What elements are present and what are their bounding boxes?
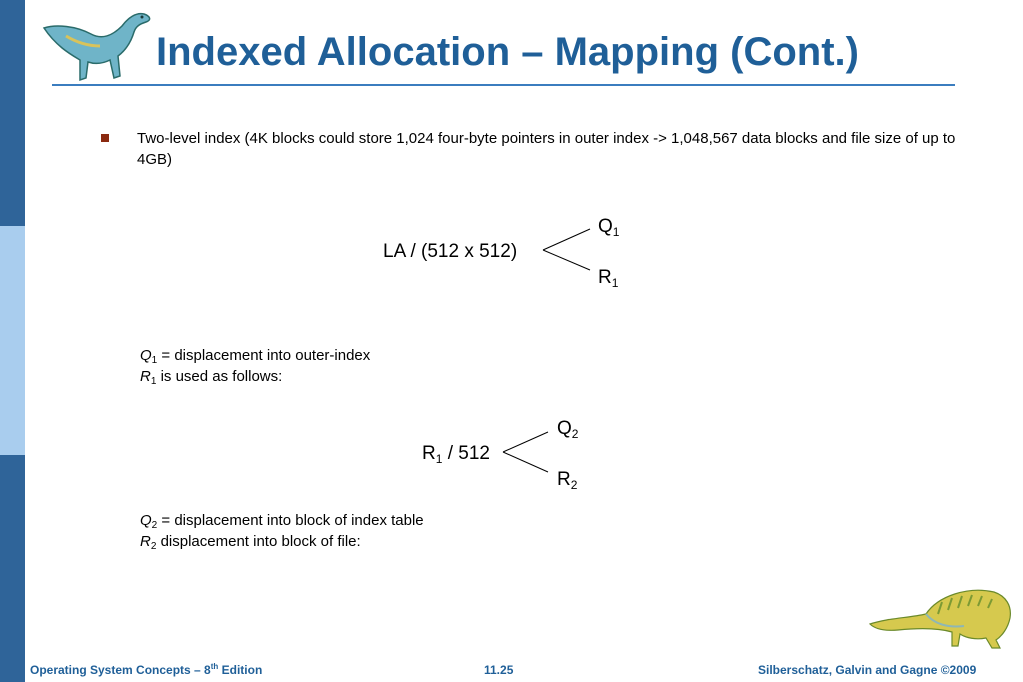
- note-var: Q: [140, 347, 152, 364]
- note-subscript: 2: [151, 520, 158, 531]
- branch-line-r2: [503, 452, 548, 472]
- expression-r1-div: [422, 443, 490, 465]
- note-var: Q: [140, 512, 152, 529]
- sidebar-band: [0, 0, 25, 682]
- remainder-r2: [557, 469, 577, 491]
- branch-line-q2: [503, 432, 548, 452]
- note-q2: [140, 512, 424, 529]
- remainder-r1: [598, 267, 618, 289]
- expression-la: LA / (512 x 512): [383, 241, 518, 262]
- note-q1: [140, 347, 370, 364]
- bullet-marker: [101, 134, 109, 142]
- expr-rest: / 512: [442, 443, 490, 464]
- dinosaur-skeleton-logo-icon: [868, 584, 1014, 650]
- note-subscript: 1: [150, 376, 157, 387]
- note-r2: [140, 533, 361, 550]
- branch-line-r1: [543, 250, 590, 270]
- q2-subscript: 2: [571, 427, 579, 441]
- expr-subscript: 1: [435, 452, 443, 466]
- note-text: = displacement into block of index table: [157, 512, 424, 529]
- r1-base: R: [598, 267, 612, 288]
- slide-title: Indexed Allocation – Mapping (Cont.): [156, 30, 859, 74]
- sidebar-segment-dark: [0, 455, 25, 682]
- footer-book-title: [30, 663, 262, 677]
- r2-subscript: 2: [570, 478, 578, 492]
- footer-authors: Silberschatz, Galvin and Gagne ©2009: [758, 663, 977, 677]
- r2-base: R: [557, 469, 571, 490]
- quotient-q1: [598, 216, 619, 238]
- bullet-text: Two-level index (4K blocks could store 1,024 four-byte pointers in outer index -> 1,048,567 data blocks and file size of up to 4GB): [137, 130, 956, 168]
- note-var: R: [140, 368, 151, 385]
- note-text: is used as follows:: [156, 368, 283, 385]
- sidebar-segment-dark: [0, 0, 25, 226]
- title-underline: [52, 84, 955, 86]
- r1-subscript: 1: [611, 276, 619, 290]
- footer-title-pre: Operating System Concepts – 8: [30, 663, 211, 677]
- footer-title-post: Edition: [218, 663, 263, 677]
- note-text: = displacement into outer-index: [157, 347, 371, 364]
- q2-base: Q: [557, 418, 572, 439]
- note-subscript: 2: [150, 541, 157, 552]
- expr-base: R: [422, 443, 436, 464]
- dinosaur-logo-icon: [36, 6, 158, 86]
- quotient-q2: [557, 418, 578, 440]
- footer-title-sup: th: [210, 662, 219, 671]
- q1-base: Q: [598, 216, 613, 237]
- note-subscript: 1: [151, 355, 158, 366]
- branch-line-q1: [543, 229, 590, 250]
- note-r1: [140, 368, 282, 385]
- q1-subscript: 1: [612, 225, 620, 239]
- sidebar-segment-light: [0, 226, 25, 455]
- note-text: displacement into block of file:: [156, 533, 361, 550]
- note-var: R: [140, 533, 151, 550]
- footer-page-number: 11.25: [484, 663, 514, 677]
